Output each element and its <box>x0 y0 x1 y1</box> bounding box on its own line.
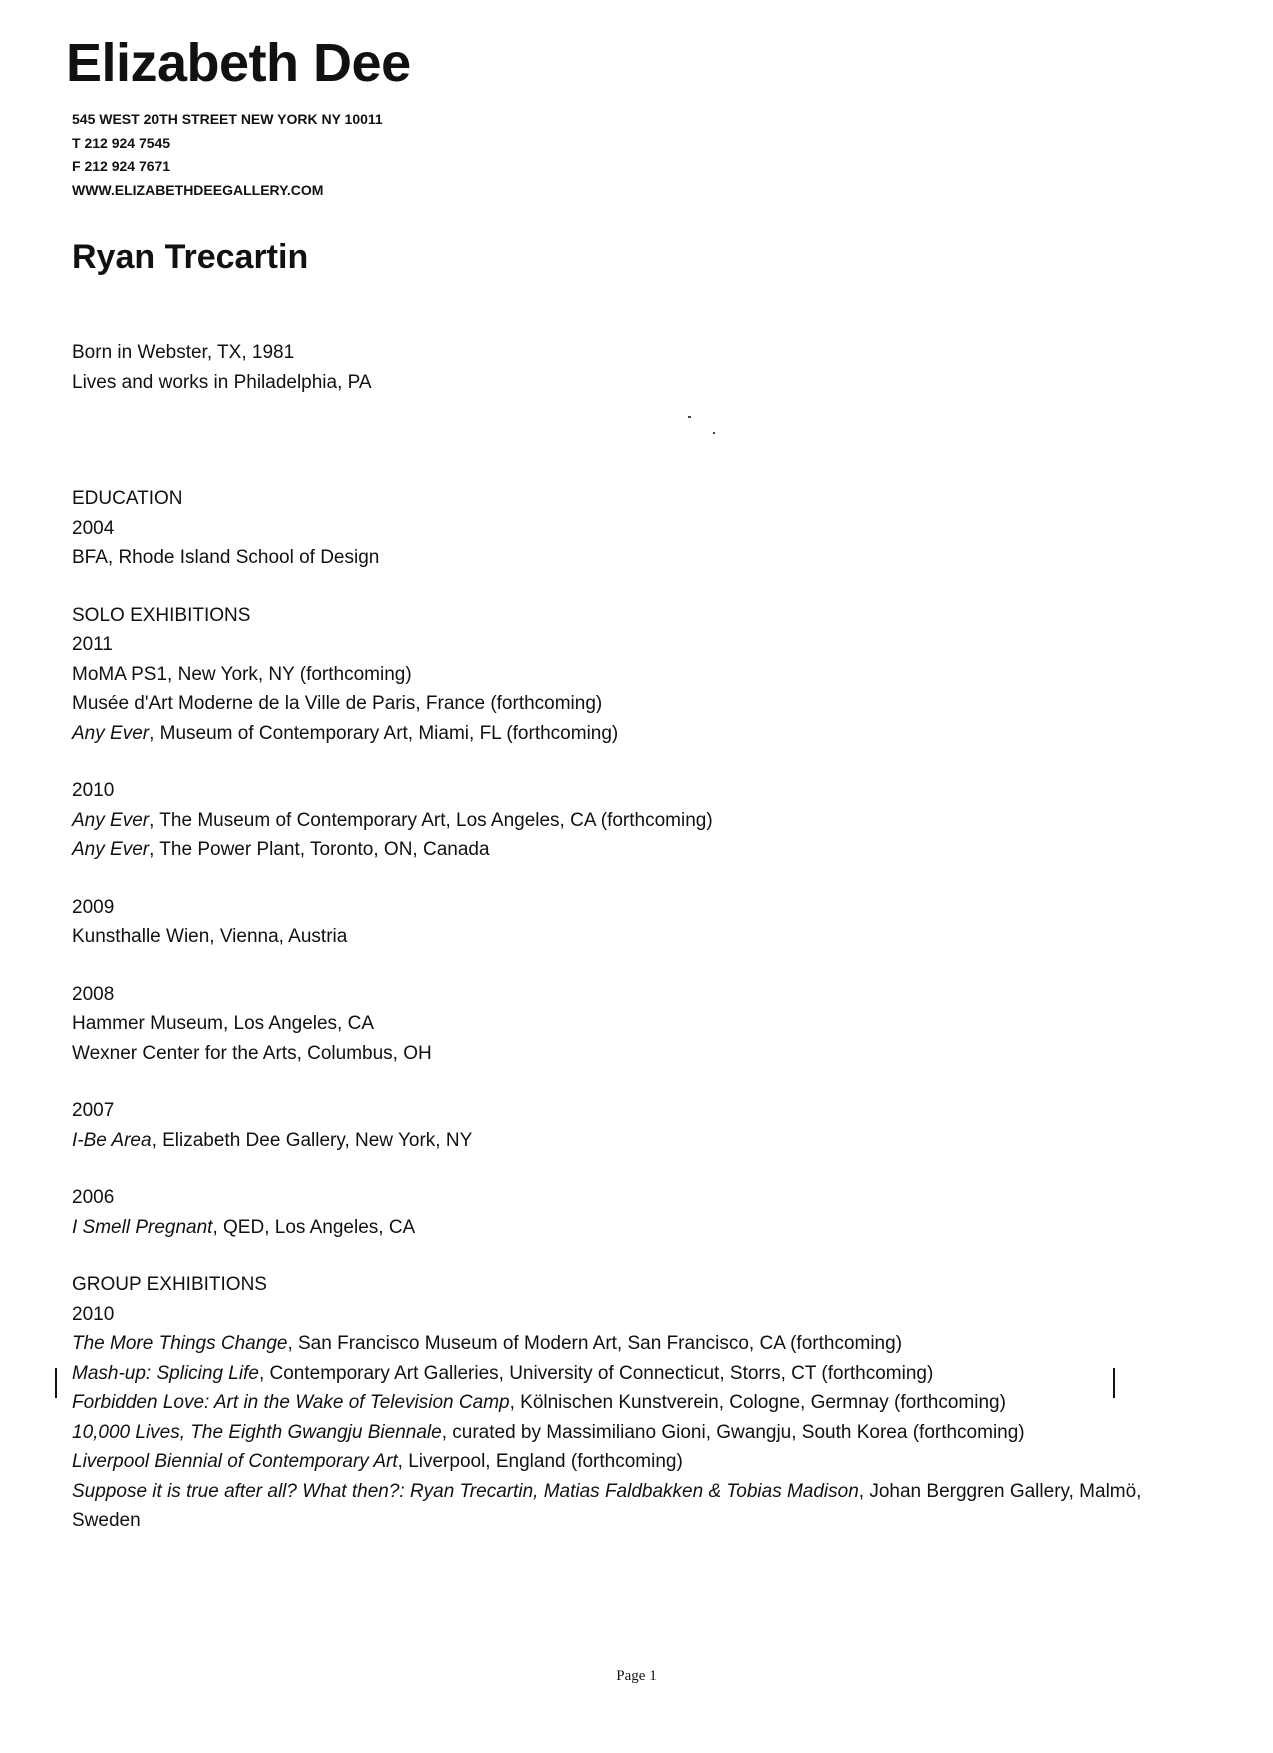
exhibition-venue: , Contemporary Art Galleries, University of Connecticut, Storrs, CT (forthcoming) <box>258 1362 934 1384</box>
margin-mark-right <box>1113 1368 1115 1398</box>
education-entry: BFA, Rhode Island School of Design <box>72 547 380 568</box>
solo-exhibition-entry <box>72 922 1212 952</box>
solo-exhibition-entry <box>72 835 1212 865</box>
exhibition-venue: Musée d'Art Moderne de la Ville de Paris, France (forthcoming) <box>72 693 603 714</box>
solo-exhibition-entry <box>72 1009 1212 1039</box>
solo-exhibitions-heading: SOLO EXHIBITIONS <box>72 604 251 626</box>
exhibition-title: Forbidden Love: Art in the Wake of Television Camp <box>72 1392 510 1413</box>
exhibition-venue: Hammer Museum, Los Angeles, CA <box>72 1013 375 1034</box>
exhibition-title: 10,000 Lives, The Eighth Gwangju Biennale <box>72 1421 442 1443</box>
gallery-website: WWW.ELIZABETHDEEGALLERY.COM <box>72 181 324 198</box>
exhibition-venue: , curated by Massimiliano Gioni, Gwangju, South Korea (forthcoming) <box>441 1421 1025 1443</box>
scan-speck <box>713 432 715 434</box>
exhibition-venue: , Johan Berggren Gallery, Malmö, Sweden <box>72 1480 1142 1531</box>
exhibition-venue: , The Power Plant, Toronto, ON, Canada <box>149 839 490 860</box>
solo-exhibition-entry <box>72 660 1212 690</box>
page-number: Page 1 <box>616 1668 657 1684</box>
artist-lives: Lives and works in Philadelphia, PA <box>72 371 372 393</box>
education-heading: EDUCATION <box>72 488 183 509</box>
exhibition-title: I Smell Pregnant <box>72 1216 213 1238</box>
exhibition-venue: , QED, Los Angeles, CA <box>212 1216 416 1238</box>
margin-mark-left <box>55 1368 57 1398</box>
group-exhibitions-list <box>72 1329 1212 1536</box>
solo-exhibition-entry <box>72 806 1212 836</box>
group-exhibition-entry <box>72 1447 1212 1477</box>
solo-year: 2010 <box>72 780 115 801</box>
exhibition-title: The More Things Change <box>72 1333 288 1354</box>
group-exhibitions-year: 2010 <box>72 1303 115 1325</box>
exhibition-title: Any Ever <box>72 722 150 744</box>
exhibition-venue: Wexner Center for the Arts, Columbus, OH <box>72 1042 432 1064</box>
exhibition-title: Liverpool Biennial of Contemporary Art <box>72 1451 398 1472</box>
exhibition-venue: , Liverpool, England (forthcoming) <box>397 1451 683 1472</box>
exhibition-title: I-Be Area <box>72 1129 152 1151</box>
exhibition-title: Suppose it is true after all? What then?: Ryan Trecartin, Matias Faldbakken & Tobias Madison <box>72 1480 859 1502</box>
gallery-name: Elizabeth Dee <box>66 33 411 93</box>
solo-exhibition-entry <box>72 1039 1212 1069</box>
solo-exhibition-entry <box>72 689 1212 719</box>
cv-content <box>72 338 1212 1536</box>
solo-year: 2007 <box>72 1100 115 1121</box>
solo-year: 2006 <box>72 1187 115 1208</box>
gallery-fax: F 212 924 7671 <box>72 158 171 174</box>
solo-exhibition-entry <box>72 719 1212 749</box>
solo-year: 2008 <box>72 983 115 1005</box>
exhibition-title: Mash-up: Splicing Life <box>72 1362 259 1384</box>
solo-year: 2009 <box>72 896 115 918</box>
exhibition-title: Any Ever <box>72 839 150 860</box>
group-exhibition-entry <box>72 1329 1212 1359</box>
exhibition-venue: , The Museum of Contemporary Art, Los Angeles, CA (forthcoming) <box>149 809 713 831</box>
solo-exhibitions-list <box>72 630 1212 1270</box>
exhibition-venue: , Elizabeth Dee Gallery, New York, NY <box>151 1129 473 1151</box>
group-exhibition-entry <box>72 1418 1212 1448</box>
education-year: 2004 <box>72 517 115 539</box>
group-exhibition-entry <box>72 1359 1212 1389</box>
exhibition-venue: MoMA PS1, New York, NY (forthcoming) <box>72 663 412 685</box>
solo-exhibition-entry <box>72 1126 1212 1156</box>
exhibition-title: Any Ever <box>72 809 150 831</box>
gallery-address: 545 WEST 20TH STREET NEW YORK NY 10011 <box>72 111 383 127</box>
scan-speck <box>688 416 691 418</box>
exhibition-venue: , Kölnischen Kunstverein, Cologne, Germnay (forthcoming) <box>509 1392 1006 1413</box>
artist-name: Ryan Trecartin <box>72 238 309 276</box>
group-exhibition-entry <box>72 1388 1212 1418</box>
artist-born: Born in Webster, TX, 1981 <box>72 342 295 363</box>
solo-exhibition-entry <box>72 1213 1212 1243</box>
exhibition-venue: , San Francisco Museum of Modern Art, San Francisco, CA (forthcoming) <box>287 1333 903 1354</box>
group-exhibition-entry <box>72 1477 1212 1536</box>
exhibition-venue: , Museum of Contemporary Art, Miami, FL (forthcoming) <box>149 722 619 744</box>
exhibition-venue: Kunsthalle Wien, Vienna, Austria <box>72 926 348 947</box>
group-exhibitions-heading: GROUP EXHIBITIONS <box>72 1274 267 1295</box>
solo-year: 2011 <box>72 634 113 655</box>
gallery-phone: T 212 924 7545 <box>72 134 171 151</box>
gallery-contact-block <box>72 108 383 202</box>
